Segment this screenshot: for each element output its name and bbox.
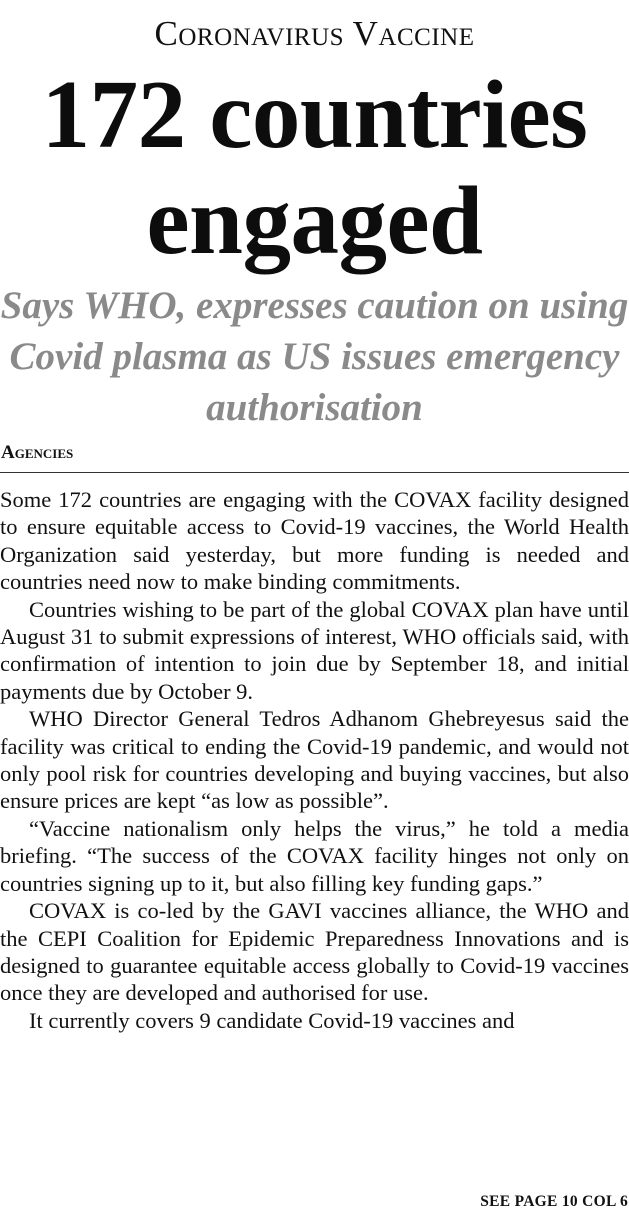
body-paragraph: “Vaccine nationalism only helps the virus,” he told a media briefing. “The success of the COVAX facility hinges not only on countries signing up to it, but also filling key funding gaps.” <box>0 815 629 896</box>
subheadline: Says WHO, expresses caution on using Covid plasma as US issues emergency authorisation <box>0 284 629 429</box>
body-paragraph: Countries wishing to be part of the global COVAX plan have until August 31 to submit expressions of interest, WHO officials said, with confirmation of intention to join due by September 18, and initial payments due by October 9. <box>0 596 629 704</box>
body-paragraph: It currently covers 9 candidate Covid-19 vaccines and <box>29 1007 515 1033</box>
article-body <box>0 486 629 1034</box>
section-kicker: Coronavirus Vaccine <box>154 14 475 53</box>
byline: Agencies <box>1 442 74 463</box>
headline: 172 countries engaged <box>41 61 588 274</box>
body-paragraph: Some 172 countries are engaging with the COVAX facility designed to ensure equitable access to Covid-19 vaccines, the World Health Organization said yesterday, but more funding is needed and countries need now to make binding commitments. <box>0 487 629 595</box>
byline-divider <box>0 472 629 473</box>
continuation-link[interactable]: SEE PAGE 10 COL 6 <box>480 1193 628 1210</box>
body-paragraph: WHO Director General Tedros Adhanom Ghebreyesus said the facility was critical to ending the Covid-19 pandemic, and would not only pool risk for countries developing and buying vaccines, but also ensure prices are kept “as low as possible”. <box>0 706 629 814</box>
body-paragraph: COVAX is co-led by the GAVI vaccines alliance, the WHO and the CEPI Coalition for Epidemic Preparedness Innovations and is designed to guarantee equitable access globally to Covid-19 vaccines once they are developed and authorised for use. <box>0 898 629 1006</box>
